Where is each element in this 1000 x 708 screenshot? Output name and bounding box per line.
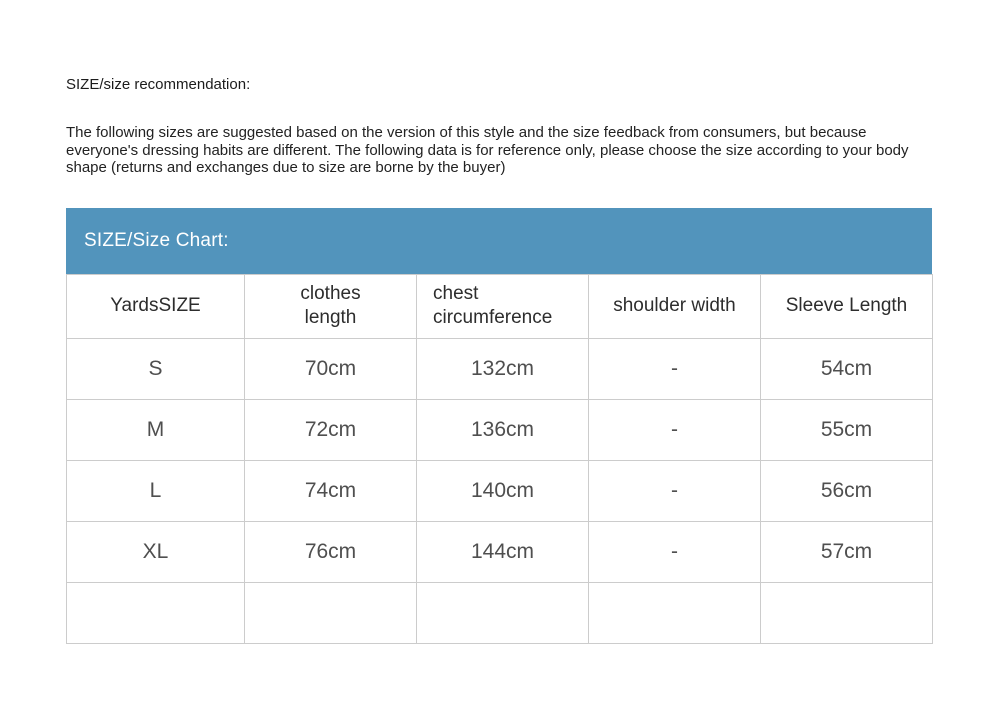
cell-shoulder-width: - [589,460,761,521]
cell-clothes-length: 74cm [245,460,417,521]
cell-clothes-length: 70cm [245,338,417,399]
cell-sleeve-length: 54cm [761,338,933,399]
cell-clothes-length: 72cm [245,399,417,460]
cell-size: XL [67,521,245,582]
cell-size: L [67,460,245,521]
cell-chest-circumference: 136cm [417,399,589,460]
cell-shoulder-width: - [589,399,761,460]
cell-size: S [67,338,245,399]
cell-sleeve-length: 55cm [761,399,933,460]
size-chart-table [66,274,933,644]
col-header-clothes-length-label: clothes length [300,283,361,328]
page-title: SIZE/size recommendation: [66,76,251,93]
cell-chest-circumference: 140cm [417,460,589,521]
table-row-s [67,338,933,399]
cell-sleeve-length: 57cm [761,521,933,582]
cell-chest-circumference: 144cm [417,521,589,582]
col-header-chest-circumference [417,274,589,338]
table-row-m [67,399,933,460]
size-description: The following sizes are suggested based on the version of this style and the size feedback from consumers, but because everyone's dressing habits are different. The following data is for reference only, please choose the size according to your body shape (returns and exchanges due to size are borne by the buyer) [66,124,909,176]
col-header-sleeve-length [761,274,933,338]
col-header-chest-circumference-label: chest circumference [433,283,553,328]
cell-chest-circumference: 132cm [417,338,589,399]
cell-clothes-length: 76cm [245,521,417,582]
table-header-row [67,274,933,338]
cell-sleeve-length: 56cm [761,460,933,521]
table-row-empty [67,582,933,643]
cell-shoulder-width: - [589,338,761,399]
table-row-xl [67,521,933,582]
cell-sleeve-length [761,582,933,643]
table-row-l [67,460,933,521]
col-header-shoulder-width-label: shoulder width [613,295,736,316]
cell-chest-circumference [417,582,589,643]
col-header-sleeve-length-label: Sleeve Length [785,295,908,316]
cell-size: M [67,399,245,460]
cell-shoulder-width: - [589,521,761,582]
cell-clothes-length [245,582,417,643]
cell-size [67,582,245,643]
size-chart-heading: SIZE/Size Chart: [84,229,229,251]
col-header-size-label: YardsSIZE [110,295,201,316]
size-chart-heading-bar [66,208,932,274]
cell-shoulder-width [589,582,761,643]
col-header-clothes-length [245,274,417,338]
col-header-size [67,274,245,338]
col-header-shoulder-width [589,274,761,338]
